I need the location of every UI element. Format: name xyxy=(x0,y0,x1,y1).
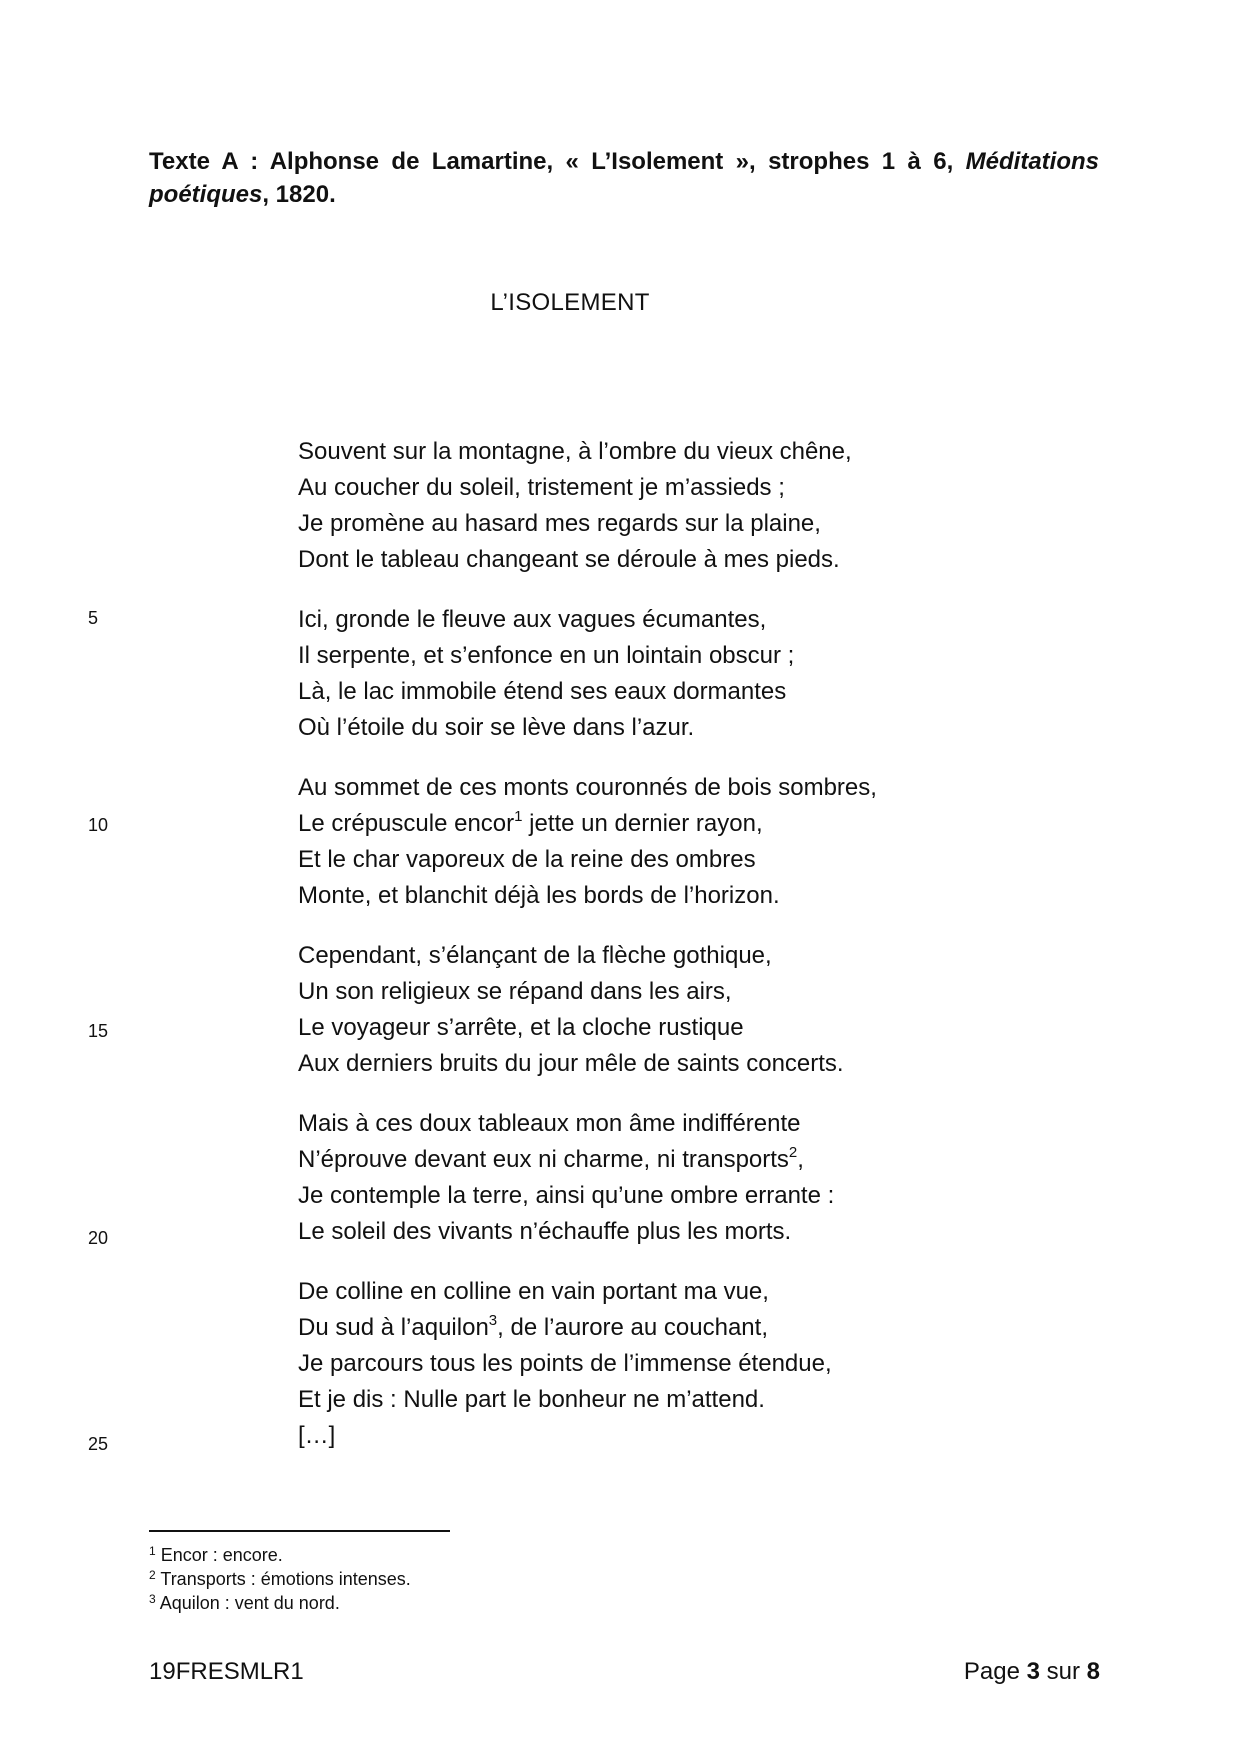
footnotes xyxy=(149,1543,411,1615)
stanza-3 xyxy=(298,770,877,914)
line-number: 20 xyxy=(88,1228,109,1248)
line-number: 15 xyxy=(88,1021,109,1041)
verse: Mais à ces doux tableaux mon âme indifférente xyxy=(298,1110,801,1137)
verse: Un son religieux se répand dans les airs, xyxy=(298,978,732,1005)
heading-work-title-1: Méditations xyxy=(965,148,1099,175)
verse-with-note: Du sud à l’aquilon$^3$, de l’aurore au couchant, xyxy=(298,1312,768,1341)
verse: Cependant, s’élançant de la flèche gothique, xyxy=(298,942,772,969)
verse: Où l’étoile du soir se lève dans l’azur. xyxy=(298,714,695,741)
verse: Au sommet de ces monts couronnés de bois sombres, xyxy=(298,774,877,801)
footnote-divider xyxy=(149,1530,450,1532)
footnote-2: $^2$ Transports : émotions intenses. xyxy=(149,1568,411,1589)
verse-with-note: N’éprouve devant eux ni charme, ni transports$^2$, xyxy=(298,1144,804,1173)
line-number: 5 xyxy=(88,608,99,628)
stanza-2 xyxy=(298,602,877,746)
verse: Dont le tableau changeant se déroule à mes pieds. xyxy=(298,546,840,573)
heading-year: , 1820. xyxy=(262,181,336,208)
footnote-ref-1: 1 xyxy=(514,808,523,825)
stanza-4 xyxy=(298,938,877,1082)
stanza-5 xyxy=(298,1106,877,1250)
heading-label: Texte A : Alphonse de Lamartine, « L’Isolement », strophes 1 à 6, xyxy=(149,148,966,175)
footnote-ref-3: 3 xyxy=(488,1312,498,1329)
verse: Je promène au hasard mes regards sur la plaine, xyxy=(298,510,821,537)
verse: Le soleil des vivants n’échauffe plus les morts. xyxy=(298,1218,792,1245)
footnote-3: $^3$ Aquilon : vent du nord. xyxy=(149,1592,340,1613)
line-number: 10 xyxy=(88,815,109,835)
stanza-6 xyxy=(298,1274,877,1454)
verse: Le voyageur s’arrête, et la cloche rustique xyxy=(298,1014,744,1041)
poem-title: L’ISOLEMENT xyxy=(490,289,650,316)
verse: De colline en colline en vain portant ma vue, xyxy=(298,1278,769,1305)
verse-with-note: Le crépuscule encor$^1$ jette un dernier rayon, xyxy=(298,808,763,837)
verse: Et je dis : Nulle part le bonheur ne m’attend. xyxy=(298,1386,765,1413)
verse: Et le char vaporeux de la reine des ombres xyxy=(298,846,756,873)
stanza-1 xyxy=(298,434,877,578)
verse: Aux derniers bruits du jour mêle de saints concerts. xyxy=(298,1050,844,1077)
line-number: 25 xyxy=(88,1434,109,1454)
page-number: Page 3 sur 8 xyxy=(963,1658,1100,1685)
verse: Je parcours tous les points de l’immense étendue, xyxy=(298,1350,832,1377)
verse: Au coucher du soleil, tristement je m’assieds ; xyxy=(298,474,785,501)
poem xyxy=(298,434,877,1478)
verse: Là, le lac immobile étend ses eaux dormantes xyxy=(298,678,787,705)
verse: Il serpente, et s’enfonce en un lointain obscur ; xyxy=(298,642,795,669)
verse: Je contemple la terre, ainsi qu’une ombre errante : xyxy=(298,1182,835,1209)
verse: Monte, et blanchit déjà les bords de l’horizon. xyxy=(298,882,780,909)
heading-work-title-2: poétiques xyxy=(149,181,263,208)
verse-ellipsis: […] xyxy=(298,1422,336,1449)
text-heading xyxy=(149,145,1099,211)
document-code: 19FRESMLR1 xyxy=(149,1658,304,1685)
footnote-ref-2: 2 xyxy=(788,1144,798,1161)
footnote-1: $^1$ Encor : encore. xyxy=(149,1544,283,1565)
verse: Souvent sur la montagne, à l’ombre du vieux chêne, xyxy=(298,438,852,465)
verse: Ici, gronde le fleuve aux vagues écumantes, xyxy=(298,606,767,633)
